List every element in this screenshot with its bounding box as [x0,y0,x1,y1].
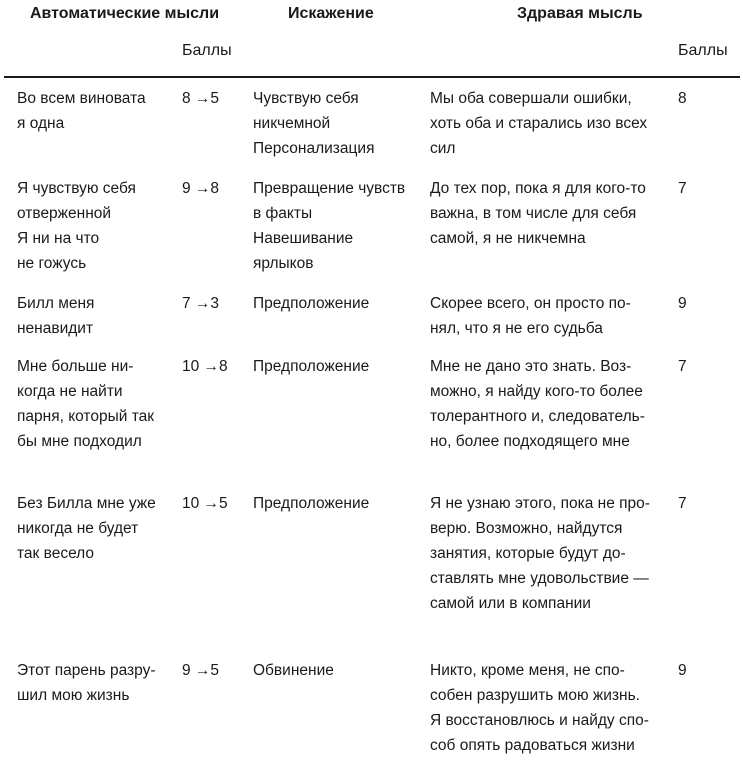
automatic-thought [17,291,177,341]
automatic-thought-line: никогда не будет [17,520,139,537]
automatic-thought-line: Без Билла мне уже [17,495,156,512]
automatic-thought-line: когда не найти [17,383,123,400]
automatic-thought-line: отверженной [17,205,112,222]
distortion-line: ярлыков [253,255,314,272]
automatic-thought-line: Во всем виновата [17,90,146,107]
healthy-thought-line: самой, я не никчемна [430,230,586,247]
header-healthy-thought: Здравая мысль [517,5,643,22]
healthy-thought-line: сил [430,140,456,157]
healthy-thought-line: верю. Возможно, найдутся [430,520,623,537]
healthy-thought-line: соб опять радоваться жизни [430,737,635,754]
healthy-thought [430,176,670,251]
automatic-thought-line: Билл меня [17,295,95,312]
distortion [253,86,423,161]
distortion-line: Предположение [253,495,370,512]
healthy-thought [430,86,670,161]
healthy-thought [430,491,670,616]
header-divider [4,76,740,78]
automatic-thought [17,658,177,708]
distortion [253,491,423,516]
healthy-rating: 7 [678,495,687,512]
automatic-thought-line: я одна [17,115,65,132]
header-automatic-thoughts: Автоматические мысли [30,5,220,22]
automatic-thought-line: Я чувствую себя [17,180,136,197]
healthy-thought-line: но, более подходящего мне [430,433,630,450]
distortion [253,291,423,316]
healthy-thought-line: можно, я найду кого-то более [430,383,643,400]
distortion-line: в факты [253,205,313,222]
distortion-line: Персонализация [253,140,375,157]
healthy-thought [430,354,670,454]
distortion-line: Навешивание [253,230,354,247]
score-change: 9 →8 [182,180,220,197]
automatic-thought-line: не гожусь [17,255,87,272]
automatic-thought-line: Я ни на что [17,230,100,247]
distortion [253,354,423,379]
automatic-thought-line: парня, который так [17,408,155,425]
score-change: 9 →5 [182,662,220,679]
healthy-rating: 8 [678,90,687,107]
automatic-thought [17,491,177,566]
automatic-thought [17,86,177,136]
distortion-line: Предположение [253,358,370,375]
healthy-rating: 7 [678,180,687,197]
distortion-line: Предположение [253,295,370,312]
healthy-thought-line: Мне не дано это знать. Воз- [430,358,632,375]
healthy-thought-line: До тех пор, пока я для кого-то [430,180,646,197]
healthy-thought-line: нял, что я не его судьба [430,320,603,337]
healthy-rating: 7 [678,358,687,375]
healthy-thought-line: самой или в компании [430,595,591,612]
header-score-healthy: Баллы [678,42,728,59]
distortion [253,176,423,276]
healthy-thought-line: Скорее всего, он просто по- [430,295,631,312]
healthy-thought-line: ставлять мне удовольствие — [430,570,649,587]
automatic-thought-line: шил мою жизнь [17,687,130,704]
healthy-thought-line: Я не узнаю этого, пока не про- [430,495,650,512]
automatic-thought-line: Этот парень разру- [17,662,156,679]
automatic-thought-line: Мне больше ни- [17,358,134,375]
healthy-thought-line: важна, в том числе для себя [430,205,637,222]
distortion-line: Превращение чувств [253,180,406,197]
score-change: 8 →5 [182,90,220,107]
healthy-thought-line: собен разрушить мою жизнь. [430,687,640,704]
header-distortion: Искажение [288,5,374,22]
header-score-before-after: Баллы [182,42,232,59]
score-change: 10 →8 [182,358,228,375]
automatic-thought [17,176,177,276]
healthy-thought-line: Никто, кроме меня, не спо- [430,662,625,679]
distortion [253,658,423,683]
healthy-thought-line: Мы оба совершали ошибки, [430,90,632,107]
distortion-line: Чувствую себя [253,90,359,107]
score-change: 10 →5 [182,495,228,512]
healthy-thought [430,658,670,758]
automatic-thought-line: ненавидит [17,320,94,337]
score-change: 7 →3 [182,295,220,312]
healthy-thought-line: хоть оба и старались изо всех [430,115,648,132]
healthy-rating: 9 [678,295,687,312]
distortion-line: никчемной [253,115,331,132]
distortion-line: Обвинение [253,662,334,679]
healthy-rating: 9 [678,662,687,679]
healthy-thought [430,291,670,341]
automatic-thought-line: бы мне подходил [17,433,142,450]
healthy-thought-line: толерантного и, следователь- [430,408,645,425]
healthy-thought-line: Я восстановлюсь и найду спо- [430,712,649,729]
automatic-thought-line: так весело [17,545,95,562]
automatic-thought [17,354,177,454]
healthy-thought-line: занятия, которые будут до- [430,545,626,562]
